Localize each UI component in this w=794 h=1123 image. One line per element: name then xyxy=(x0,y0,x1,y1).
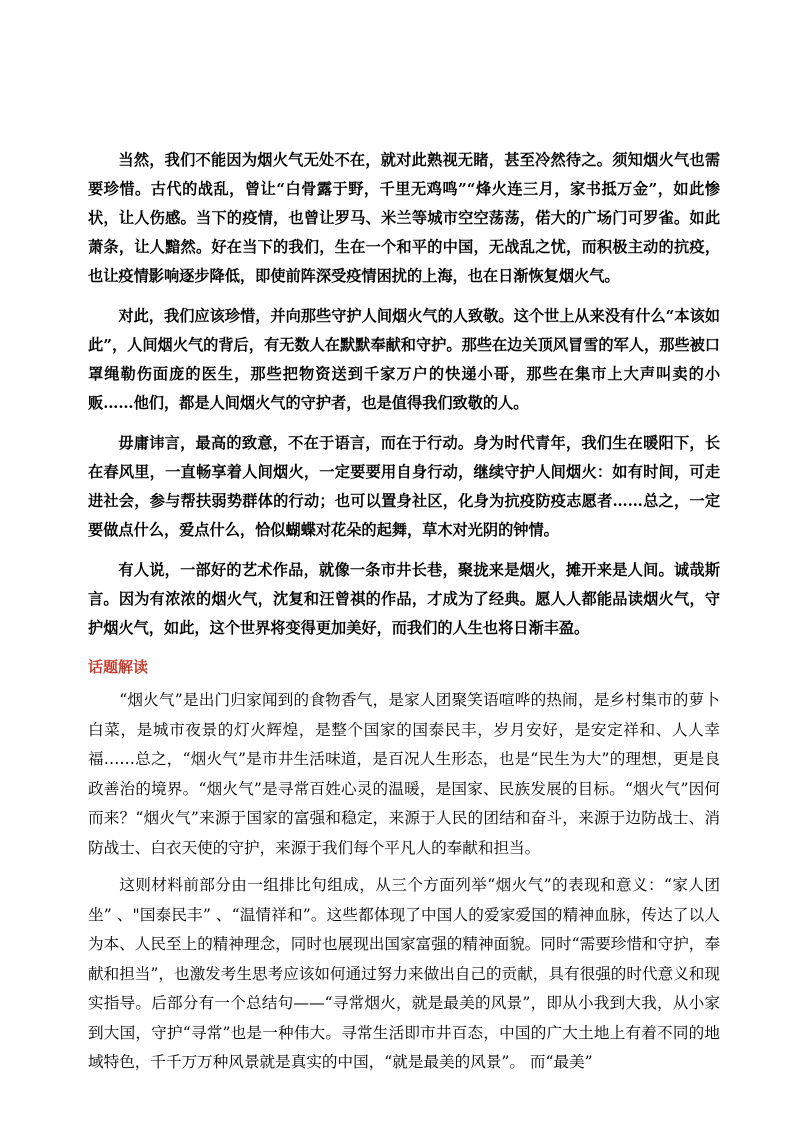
document-page xyxy=(88,146,720,1086)
topic-interpretation-heading: 话题解读 xyxy=(88,658,149,676)
essay-paragraph-4: 有人说，一部好的艺术作品，就像一条市井长巷，聚拢来是烟火，摊开来是人间。诚哉斯言。因为有浓浓的烟火气，沈复和汪曾祺的作品，才成为了经典。愿人人都能品读烟火气，守护烟火气，如此，这个世界将变得更加美好，而我们的人生也将日渐丰盈。 xyxy=(88,561,720,637)
interpretation-paragraph-1: “烟火气”是出门归家闻到的食物香气，是家人团聚笑语喧哗的热闹，是乡村集市的萝卜白菜，是城市夜景的灯火辉煌，是整个国家的国泰民丰，岁月安好，是安定祥和、人人幸福……总之，“烟火气”是市井生活味道，是百况人生形态，也是“民生为大”的理想，更是良政善治的境界。“烟火气”是寻常百姓心灵的温暖，是国家、民族发展的目标。“烟火气”因何而来？“烟火气”来源于国家的富强和稳定，来源于人民的团结和奋斗，来源于边防战士、消防战士、白衣天使的守护，来源于我们每个平凡人的奉献和担当。 xyxy=(88,691,720,857)
interpretation-paragraph-2: 这则材料前部分由一组排比句组成，从三个方面列举“烟火气”的表现和意义：“家人团坐” 、"国泰民丰” 、“温情祥和”。这些都体现了中国人的爱家爱国的精神血脉，传达了以人为本、人民至上的精神理念，同时也展现出国家富强的精神面貌。同时“需要珍惜和守护，奉献和担当”，也激发考生思考应该如何通过努力来做出自己的贡献，具有很强的时代意义和现实指导。后部分有一个总结句——“寻常烟火，就是最美的风景”，即从小我到大我，从小家到大国，守护“寻常”也是一种伟大。寻常生活即市井百态，中国的广大土地上有着不同的地域特色，千千万万种风景就是真实的中国，“就是最美的风景”。 而“最美” xyxy=(88,876,720,1071)
essay-paragraph-1: 当然，我们不能因为烟火气无处不在，就对此熟视无睹，甚至冷然待之。须知烟火气也需要珍惜。古代的战乱，曾让“白骨露于野，千里无鸡鸣”“烽火连三月，家书抵万金”，如此惨状，让人伤感。当下的疫情，也曾让罗马、米兰等城市空空荡荡，偌大的广场门可罗雀。如此萧条，让人黯然。好在当下的我们，生在一个和平的中国，无战乱之忧，而积极主动的抗疫，也让疫情影响逐步降低，即使前阵深受疫情困扰的上海，也在日渐恢复烟火气。 xyxy=(88,151,720,285)
essay-paragraph-2: 对此，我们应该珍惜，并向那些守护人间烟火气的人致敬。这个世上从来没有什么“本该如此”，人间烟火气的背后，有无数人在默默奉献和守护。那些在边关顶风冒雪的军人，那些被口罩绳勒伤面庞的医生，那些把物资送到千家万户的快递小哥，那些在集市上大声叫卖的小贩……他们，都是人间烟火气的守护者，也是值得我们致敬的人。 xyxy=(88,307,720,412)
essay-paragraph-3: 毋庸讳言，最高的致意，不在于语言，而在于行动。身为时代青年，我们生在暖阳下，长在春风里，一直畅享着人间烟火，一定要要用自身行动，继续守护人间烟火：如有时间，可走进社会，参与帮扶弱势群体的行动；也可以置身社区，化身为抗疫防疫志愿者……总之，一定要做点什么，爱点什么，恰似蝴蝶对花朵的起舞，草木对光阴的钟情。 xyxy=(88,434,720,539)
